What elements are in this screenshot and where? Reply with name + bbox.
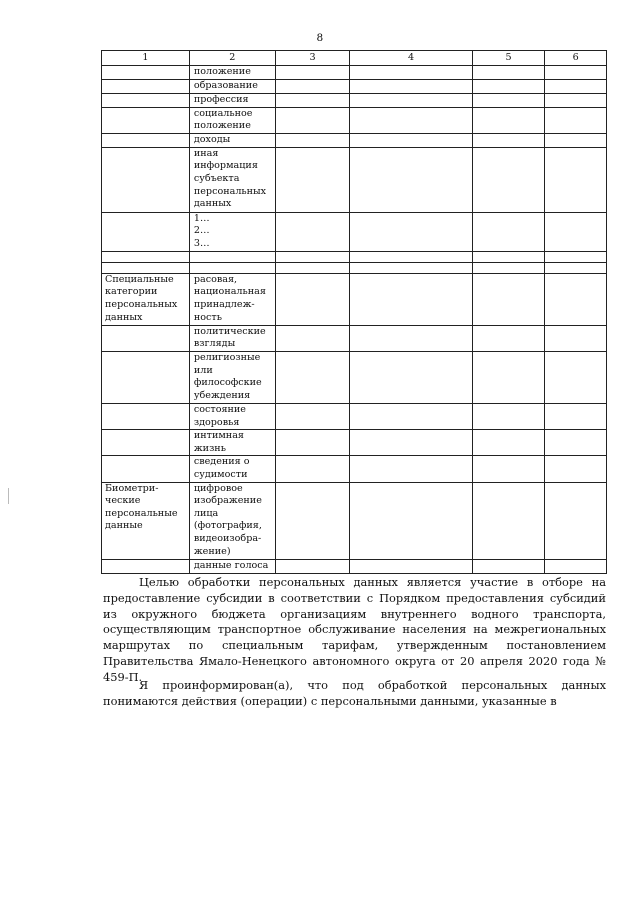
data-item-cell: профессия — [189, 93, 275, 107]
empty-cell — [350, 66, 472, 80]
empty-cell — [350, 351, 472, 403]
empty-cell — [545, 79, 607, 93]
empty-cell — [545, 351, 607, 403]
data-item-cell: социальное положение — [189, 107, 275, 133]
table-row — [102, 403, 607, 429]
category-cell — [102, 79, 190, 93]
empty-cell — [472, 147, 545, 212]
empty-cell — [545, 430, 607, 456]
category-cell — [102, 456, 190, 482]
table-row — [102, 251, 607, 262]
empty-cell — [350, 107, 472, 133]
empty-cell — [472, 133, 545, 147]
data-item-cell: состояние здоровья — [189, 403, 275, 429]
empty-cell — [275, 403, 350, 429]
empty-cell — [350, 430, 472, 456]
empty-cell — [275, 456, 350, 482]
data-item-cell — [189, 262, 275, 273]
empty-cell — [545, 262, 607, 273]
empty-cell — [472, 79, 545, 93]
empty-cell — [545, 212, 607, 251]
empty-cell — [275, 212, 350, 251]
empty-cell — [350, 403, 472, 429]
empty-cell — [350, 482, 472, 559]
category-cell — [102, 66, 190, 80]
category-cell — [102, 251, 190, 262]
category-cell — [102, 351, 190, 403]
empty-cell — [472, 456, 545, 482]
empty-cell — [545, 559, 607, 573]
empty-cell — [472, 251, 545, 262]
table-row — [102, 430, 607, 456]
table-row — [102, 456, 607, 482]
consent-paragraph: Я проинформирован(а), что под обработкой персональных данных понимаются действия (операции) с персональными данными, указанные в — [103, 678, 606, 708]
personal-data-table — [101, 50, 607, 574]
empty-cell — [350, 262, 472, 273]
purpose-paragraph: Целью обработки персональных данных является участие в отборе на предоставление субсидии в соответствии с Порядком предоставления субсидий из окружного бюджета организациям внутреннего водного транспорта, осуществляющим транспортное обслуживание населения на межрегиональных маршрутах по специальным тарифам, утвержденным постановлением Правительства Ямало-Ненецкого автономного округа от 20 апреля 2020 года № 459-П. — [103, 575, 606, 684]
empty-cell — [350, 325, 472, 351]
category-cell: Биометри- ческие персональные данные — [102, 482, 190, 559]
data-item-cell: религиозные или философские убеждения — [189, 351, 275, 403]
table-row — [102, 351, 607, 403]
table-row — [102, 107, 607, 133]
empty-cell — [472, 93, 545, 107]
empty-cell — [275, 559, 350, 573]
column-header-4: 4 — [350, 51, 472, 66]
table-row — [102, 212, 607, 251]
empty-cell — [275, 133, 350, 147]
empty-cell — [350, 251, 472, 262]
empty-cell — [275, 107, 350, 133]
table-row — [102, 66, 607, 80]
empty-cell — [275, 262, 350, 273]
table-row — [102, 79, 607, 93]
table-row — [102, 559, 607, 573]
empty-cell — [350, 79, 472, 93]
category-cell — [102, 93, 190, 107]
empty-cell — [350, 456, 472, 482]
table-row — [102, 93, 607, 107]
empty-cell — [350, 273, 472, 325]
data-item-cell: политические взгляды — [189, 325, 275, 351]
empty-cell — [472, 482, 545, 559]
empty-cell — [545, 482, 607, 559]
empty-cell — [275, 351, 350, 403]
data-item-cell: положение — [189, 66, 275, 80]
category-cell — [102, 147, 190, 212]
empty-cell — [545, 147, 607, 212]
table-header-row — [102, 51, 607, 66]
table-row — [102, 133, 607, 147]
table-row — [102, 482, 607, 559]
data-item-cell: данные голоса — [189, 559, 275, 573]
empty-cell — [275, 325, 350, 351]
category-cell — [102, 559, 190, 573]
empty-cell — [350, 147, 472, 212]
table-body — [102, 66, 607, 574]
empty-cell — [275, 79, 350, 93]
margin-mark — [8, 488, 9, 504]
empty-cell — [350, 133, 472, 147]
table-row — [102, 147, 607, 212]
empty-cell — [545, 107, 607, 133]
empty-cell — [472, 559, 545, 573]
category-cell: Специальные категории персональных данных — [102, 273, 190, 325]
data-item-cell: интимная жизнь — [189, 430, 275, 456]
column-header-1: 1 — [102, 51, 190, 66]
empty-cell — [545, 251, 607, 262]
data-item-cell — [189, 251, 275, 262]
category-cell — [102, 133, 190, 147]
empty-cell — [545, 325, 607, 351]
empty-cell — [472, 273, 545, 325]
empty-cell — [350, 212, 472, 251]
empty-cell — [275, 93, 350, 107]
empty-cell — [350, 559, 472, 573]
category-cell — [102, 325, 190, 351]
data-item-cell: расовая, национальная принадлеж- ность — [189, 273, 275, 325]
empty-cell — [275, 147, 350, 212]
column-header-3: 3 — [275, 51, 350, 66]
empty-cell — [275, 430, 350, 456]
empty-cell — [275, 273, 350, 325]
empty-cell — [545, 93, 607, 107]
empty-cell — [472, 351, 545, 403]
empty-cell — [545, 403, 607, 429]
table-row — [102, 325, 607, 351]
empty-cell — [472, 262, 545, 273]
column-header-6: 6 — [545, 51, 607, 66]
empty-cell — [275, 251, 350, 262]
empty-cell — [472, 430, 545, 456]
category-cell — [102, 212, 190, 251]
category-cell — [102, 107, 190, 133]
category-cell — [102, 403, 190, 429]
empty-cell — [545, 456, 607, 482]
empty-cell — [275, 482, 350, 559]
table-row — [102, 262, 607, 273]
data-item-cell: сведения о судимости — [189, 456, 275, 482]
table-row — [102, 273, 607, 325]
data-item-cell: образование — [189, 79, 275, 93]
data-item-cell: иная информация субъекта персональных данных — [189, 147, 275, 212]
column-header-5: 5 — [472, 51, 545, 66]
empty-cell — [545, 273, 607, 325]
category-cell — [102, 262, 190, 273]
empty-cell — [275, 66, 350, 80]
page-number: 8 — [316, 32, 324, 44]
empty-cell — [472, 66, 545, 80]
data-item-cell: 1… 2… 3… — [189, 212, 275, 251]
column-header-2: 2 — [189, 51, 275, 66]
empty-cell — [472, 212, 545, 251]
empty-cell — [472, 403, 545, 429]
data-item-cell: цифровое изображение лица (фотография, видеоизобра- жение) — [189, 482, 275, 559]
empty-cell — [545, 66, 607, 80]
empty-cell — [350, 93, 472, 107]
empty-cell — [472, 107, 545, 133]
empty-cell — [545, 133, 607, 147]
category-cell — [102, 430, 190, 456]
data-item-cell: доходы — [189, 133, 275, 147]
empty-cell — [472, 325, 545, 351]
